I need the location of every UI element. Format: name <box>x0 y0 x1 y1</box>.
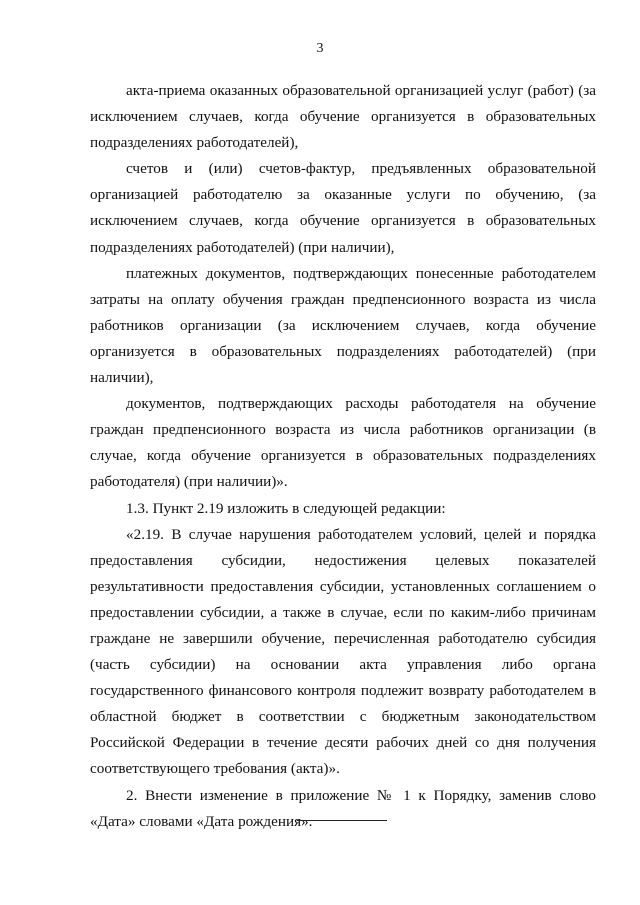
paragraph-expense-documents: документов, подтверждающих расходы работодателя на обучение граждан предпенсионного возраста из числа работников организации (в случае, когда обучение организуется в образовательных подразделениях работодателя) (при наличии)». <box>90 395 596 491</box>
paragraph-payment-documents: платежных документов, подтверждающих понесенные работодателем затраты на оплату обучения граждан предпенсионного возраста из числа работников организации (за исключением случаев, когда обучение организуется в образовательных подразделениях работодателей) (при наличии), <box>90 264 596 387</box>
document-body <box>90 78 596 835</box>
paragraph-clause-2: 2. Внести изменение в приложение № 1 к Порядку, заменив слово «Дата» словами «Дата рождения». <box>90 786 596 830</box>
paragraph-clause-2-19: «2.19. В случае нарушения работодателем условий, целей и порядка предоставления субсидии, недостижения целевых показателей результативности предоставления субсидии, установленных соглашением о предоставлении субсидии, а также в случае, если по каким-либо причинам граждане не завершили обучение, перечисленная работодателю субсидия (часть субсидии) на основании акта управления либо органа государственного финансового контроля подлежит возврату работодателем в областной бюджет в соответствии с бюджетным законодательством Российской Федерации в течение десяти рабочих дней со дня получения соответствующего требования (акта)». <box>90 525 596 778</box>
paragraph-invoices: счетов и (или) счетов-фактур, предъявленных образовательной организацией работодателю за оказанные услуги по обучению, (за исключением случаев, когда обучение организуется в образовательных подразделениях работодателей) (при наличии), <box>90 160 596 256</box>
paragraph-clause-1-3: 1.3. Пункт 2.19 изложить в следующей редакции: <box>126 499 446 517</box>
end-divider <box>297 820 387 821</box>
page-number: 3 <box>316 41 324 56</box>
paragraph-acceptance-act: акта-приема оказанных образовательной организацией услуг (работ) (за исключением случаев, когда обучение организуется в образовательных подразделениях работодателей), <box>90 82 596 152</box>
